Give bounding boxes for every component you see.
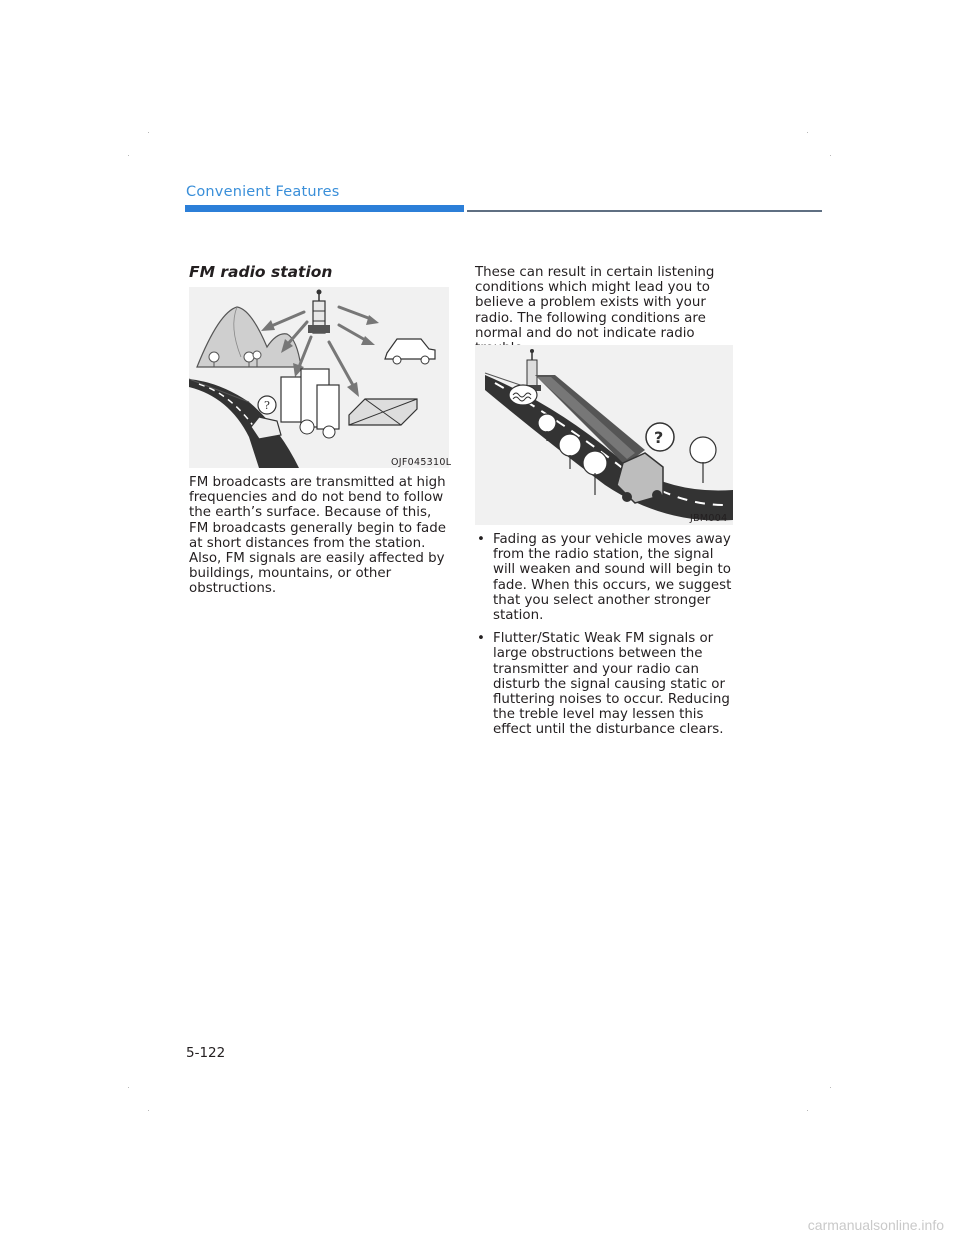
list-item-text: Fading as your vehicle moves away from the radio station, the signal will weaken and sound will begin to fade. When this occurs, we suggest that you select another stronger station. [493, 532, 732, 624]
list-item-text: Flutter/Static Weak FM signals or large obstructions between the transmitter and your radio can disturb the signal causing static or fluttering noises to occur. Reducing the treble level may lessen this effect until the disturbance clears. [493, 631, 730, 738]
crop-mark [807, 1110, 808, 1111]
list-item [475, 631, 737, 737]
body-paragraph: FM broadcasts are transmitted at high frequencies and do not bend to follow the earth’s surface. Because of this, FM broadcasts generally begin to fade at short distances from the station. Also, FM signals are easily affected by buildings, mountains, or other obstructions. [189, 475, 447, 597]
header-rule [467, 210, 822, 212]
crop-mark [148, 1110, 149, 1111]
fading-signal-figure [475, 345, 733, 525]
fading-signal-illustration [475, 345, 733, 525]
intro-paragraph: These can result in certain listening conditions which might lead you to believe a problem exists with your radio. The following conditions are normal and do not indicate radio [475, 265, 715, 341]
figure-label: JBM004 [690, 513, 728, 524]
section-title: Convenient Features [186, 184, 340, 200]
crop-mark [148, 132, 149, 133]
fm-broadcast-figure [189, 287, 452, 468]
crop-mark [128, 1087, 129, 1088]
crop-mark [807, 132, 808, 133]
crop-mark [830, 155, 831, 156]
header-rule-accent [185, 205, 464, 212]
crop-mark [830, 1087, 831, 1088]
bullet-marker: • [477, 532, 485, 547]
question-mark: ? [264, 399, 270, 412]
fm-broadcast-illustration [189, 287, 452, 468]
bullet-marker: • [477, 631, 485, 647]
list-item [475, 532, 737, 623]
crop-mark [128, 155, 129, 156]
question-mark: ? [654, 428, 664, 447]
figure-label: OJF045310L [391, 457, 452, 468]
page-number: 5-122 [186, 1045, 226, 1061]
conditions-list [475, 532, 737, 746]
section-heading: FM radio station [189, 263, 333, 281]
watermark: carmanualsonline.info [807, 1217, 944, 1233]
